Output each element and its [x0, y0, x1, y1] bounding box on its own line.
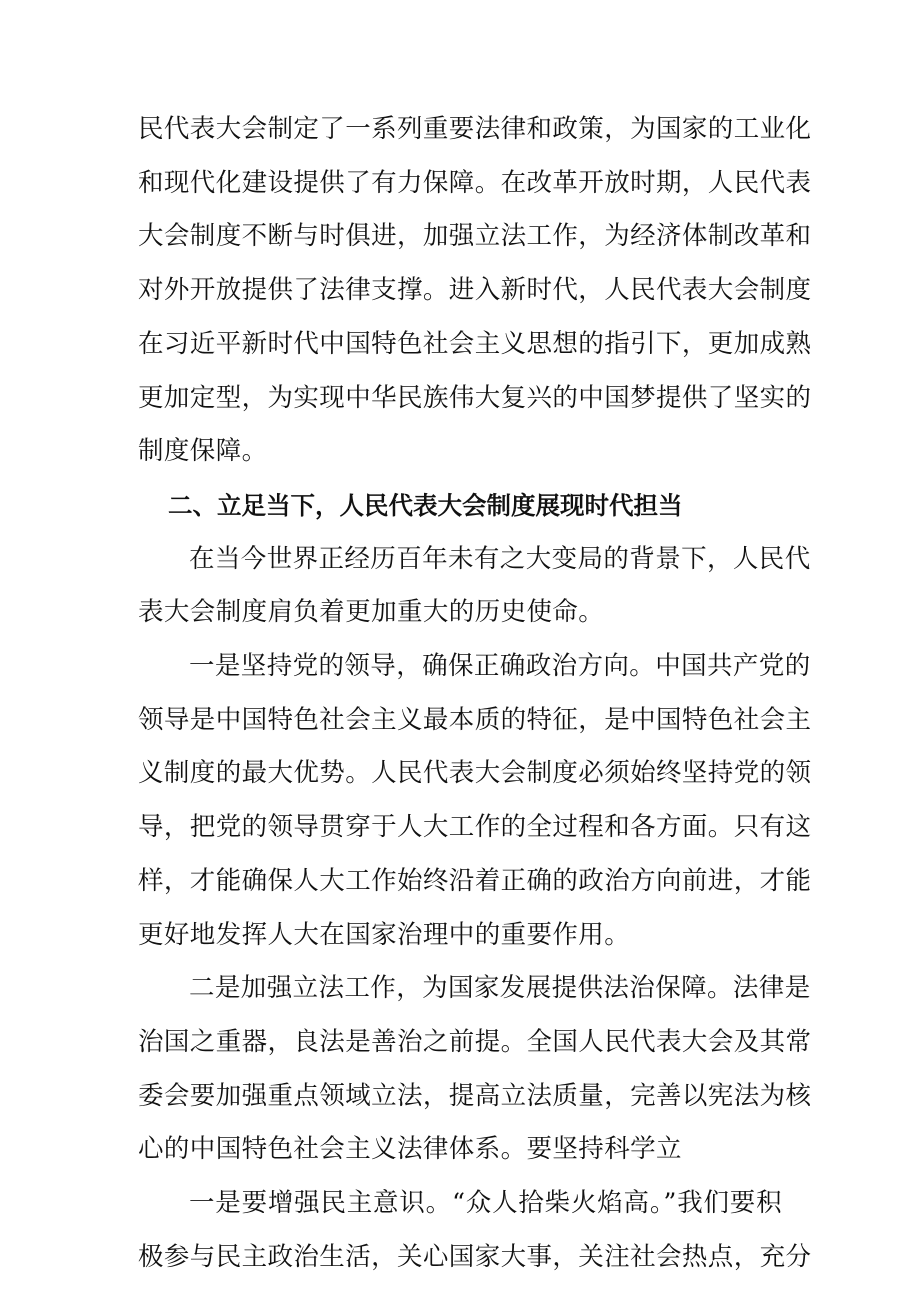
text-line: 样，才能确保人大工作始终沿着正确的政治方向前进，才能 [138, 865, 812, 896]
text-line: 领导是中国特色社会主义最本质的特征，是中国特色社会主 [138, 704, 812, 735]
text-line: 委会要加强重点领域立法，提高立法质量，完善以宪法为核 [138, 1080, 812, 1111]
text-line: 极参与民主政治生活，关心国家大事，关注社会热点，充分 [138, 1241, 812, 1272]
text-line: 大会制度不断与时俱进，加强立法工作，为经济体制改革和 [138, 221, 812, 252]
text-line: 制度保障。 [138, 436, 268, 467]
paragraph-intro [138, 533, 811, 640]
text-line: 更好地发挥人大在国家治理中的重要作用。 [138, 919, 631, 950]
paragraph-point-one [138, 640, 812, 962]
section-heading [138, 479, 782, 533]
text-line: 治国之重器，良法是善治之前提。全国人民代表大会及其常 [138, 1026, 812, 1057]
text-line: 更加定型，为实现中华民族伟大复兴的中国梦提供了坚实的 [138, 382, 812, 413]
paragraph-continuation [138, 103, 812, 479]
text-line: 一是坚持党的领导，确保正确政治方向。中国共产党的 [189, 651, 811, 682]
text-line: 导，把党的领导贯穿于人大工作的全过程和各方面。只有这 [138, 812, 812, 843]
text-line: 和现代化建设提供了有力保障。在改革开放时期，人民代表 [138, 167, 812, 198]
paragraph-point-two [138, 962, 812, 1177]
text-line: 在习近平新时代中国特色社会主义思想的指引下，更加成熟 [138, 328, 812, 359]
section-heading-text: 二、立足当下，人民代表大会制度展现时代担当 [168, 490, 683, 520]
text-line: 对外开放提供了法律支撑。进入新时代，人民代表大会制度 [138, 275, 812, 306]
text-line: 心的中国特色社会主义法律体系。要坚持科学立 [138, 1134, 682, 1165]
text-line: 义制度的最大优势。人民代表大会制度必须始终坚持党的领 [138, 758, 812, 789]
text-line: 一是要增强民主意识。“众人拾柴火焰高。”我们要积 [189, 1188, 782, 1219]
text-line: 在当今世界正经历百年未有之大变局的背景下，人民代 [189, 543, 811, 574]
text-line: 表大会制度肩负着更加重大的历史使命。 [138, 597, 605, 628]
document-page [138, 103, 812, 1284]
paragraph-democracy [138, 1177, 812, 1284]
text-line: 民代表大会制定了一系列重要法律和政策，为国家的工业化 [138, 114, 812, 144]
text-line: 二是加强立法工作，为国家发展提供法治保障。法律是 [189, 973, 811, 1004]
